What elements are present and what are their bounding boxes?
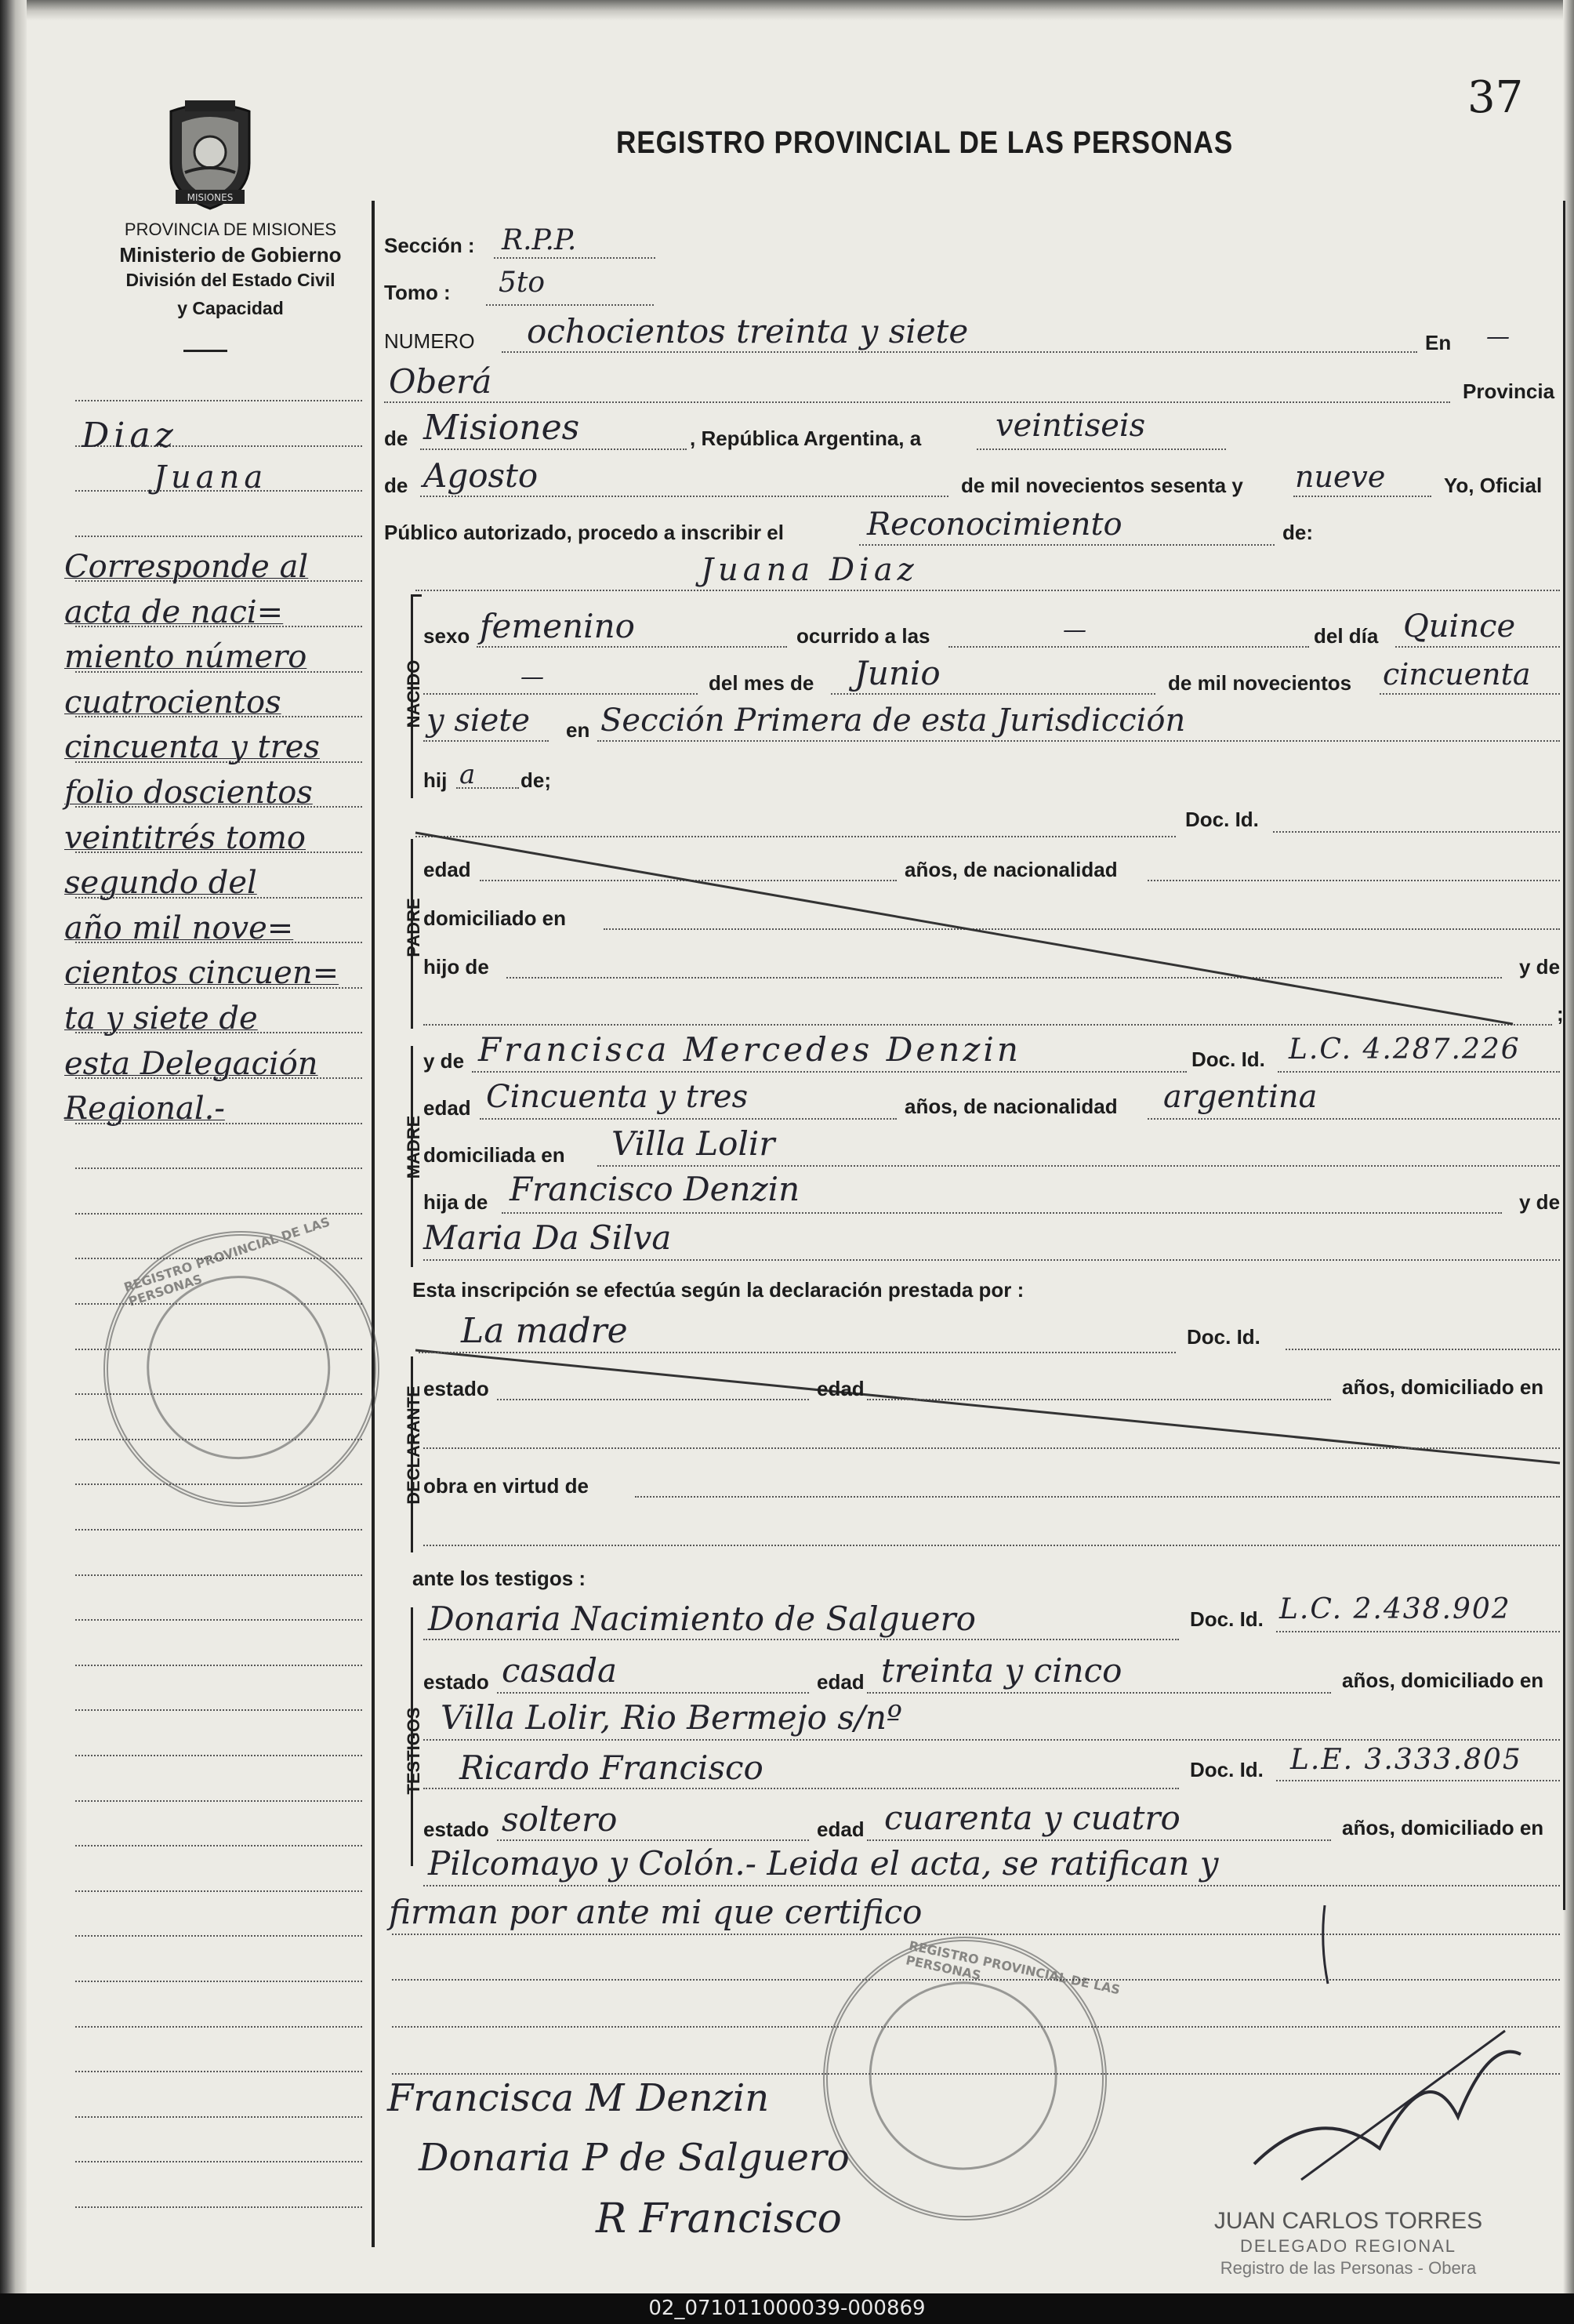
- label-doc-padre: Doc. Id.: [1185, 808, 1259, 831]
- line-edad-madre: [480, 1118, 897, 1120]
- line-madre-madre: [423, 1259, 1560, 1261]
- value-dia-nac: Quince: [1403, 608, 1516, 645]
- label-mil-novecientos: de mil novecientos: [1168, 671, 1352, 695]
- value-madre-nombre: Francisca Mercedes Denzin: [478, 1030, 1021, 1069]
- value-testigo2: Ricardo Francisco: [459, 1748, 763, 1787]
- value-estado-testigo1: casada: [502, 1651, 618, 1690]
- margin-note-line: segundo del: [64, 865, 257, 902]
- value-hora: —: [1063, 616, 1086, 644]
- page-title: REGISTRO PROVINCIAL DE LAS PERSONAS: [616, 125, 1234, 160]
- header-division: División del Estado Civil: [125, 270, 335, 290]
- label-hijo: hij: [423, 768, 448, 792]
- label-edad-padre: edad: [423, 858, 471, 881]
- value-madre-padre: Francisco Denzin: [510, 1170, 800, 1208]
- line-declarante: [419, 1352, 1176, 1353]
- line-domicilio-testigo1: [423, 1739, 1560, 1741]
- value-declarante: La madre: [461, 1311, 628, 1351]
- line-doc-testigo2: [1276, 1780, 1560, 1781]
- margin-note-line: año mil nove=: [64, 910, 294, 946]
- label-tomo: Tomo :: [384, 281, 451, 304]
- line-doc-madre: [1278, 1071, 1560, 1073]
- label-doc-testigo1: Doc. Id.: [1190, 1607, 1264, 1631]
- line-estado-declarante: [497, 1399, 809, 1400]
- side-label-nacido: NACIDO: [404, 659, 423, 728]
- officer-stamp-name: JUAN CARLOS TORRES: [1213, 2208, 1483, 2234]
- label-edad-declarante: edad: [817, 1377, 865, 1400]
- label-de: de: [384, 427, 408, 450]
- label-edad-testigo1: edad: [817, 1670, 865, 1694]
- label-mil-novecientos-sesenta: de mil novecientos sesenta y: [961, 474, 1243, 497]
- label-doc-madre: Doc. Id.: [1191, 1048, 1265, 1071]
- label-nacionalidad-madre: años, de nacionalidad: [905, 1095, 1118, 1118]
- label-de-4: de;: [520, 768, 551, 792]
- value-madre-madre: Maria Da Silva: [423, 1218, 672, 1257]
- value-lugar-nac: Sección Primera de esta Jurisdicción: [600, 703, 1186, 739]
- label-republica: , República Argentina, a: [690, 427, 922, 450]
- label-estado-declarante: estado: [423, 1377, 489, 1400]
- label-yo-oficial: Yo, Oficial: [1444, 474, 1543, 497]
- margin-note-line: acta de naci=: [64, 594, 284, 630]
- value-testigo1: Donaria Nacimiento de Salguero: [428, 1600, 976, 1638]
- value-doc-testigo2: L.E. 3.333.805: [1290, 1744, 1522, 1776]
- value-mes-nac: Junio: [854, 654, 941, 692]
- label-y-de-padre: y de: [1519, 955, 1561, 979]
- value-domicilio-madre: Villa Lolir: [611, 1124, 775, 1163]
- value-anio-nac-1: cincuenta: [1383, 657, 1531, 692]
- label-domiciliado-padre: domiciliado en: [423, 906, 567, 930]
- signature-testigo2: R Francisco: [596, 2195, 842, 2242]
- officer-stamp-title: DELEGADO REGIONAL: [1239, 2236, 1457, 2256]
- label-en-2: en: [566, 718, 590, 742]
- value-en: —: [1486, 323, 1510, 350]
- officer-mark: [1301, 1897, 1348, 1992]
- margin-note-line: ta y siete de: [64, 1000, 258, 1037]
- scan-id-footer: 02_071011000039-000869: [0, 2293, 1574, 2324]
- value-sexo: femenino: [480, 607, 635, 645]
- label-semicolon: ;: [1557, 1002, 1564, 1026]
- line-edad-testigo2: [867, 1839, 1331, 1841]
- label-edad-madre: edad: [423, 1096, 471, 1120]
- emblem-text: MISIONES: [187, 192, 234, 203]
- margin-note-line: Regional.-: [64, 1091, 225, 1128]
- margin-note-line: miento número: [64, 639, 307, 676]
- line-nacionalidad-madre: [1148, 1118, 1560, 1120]
- line-madre-nombre: [472, 1071, 1187, 1073]
- line-domicilio-declarante: [423, 1447, 1560, 1449]
- label-del-mes: del mes de: [709, 671, 814, 695]
- value-domicilio-testigo1: Villa Lolir, Rio Bermejo s/nº: [441, 1698, 902, 1737]
- label-obra: obra en virtud de: [423, 1474, 589, 1498]
- label-del-dia: del día: [1314, 624, 1379, 648]
- label-hijo-de: hijo de: [423, 955, 489, 979]
- margin-surname: Diaz: [82, 416, 178, 456]
- officer-signature: [1223, 2007, 1552, 2195]
- label-y-de-madre-2: y de: [1519, 1190, 1561, 1214]
- margin-note-line: cincuenta y tres: [64, 729, 320, 766]
- value-anio-nac-2: y siete: [426, 703, 531, 739]
- label-numero: NUMERO: [384, 329, 475, 353]
- label-edad-testigo2: edad: [817, 1817, 865, 1841]
- margin-seal-text: REGISTRO PROVINCIAL DE LAS PERSONAS: [121, 1214, 332, 1309]
- margin-note-line: esta Delegación: [64, 1045, 318, 1082]
- value-cierre-2: firman por ante mi que certifico: [389, 1893, 923, 1931]
- side-label-declarante: DECLARANTE: [404, 1385, 423, 1505]
- value-provincia: Misiones: [423, 408, 580, 448]
- label-doc-declarante: Doc. Id.: [1187, 1325, 1260, 1349]
- value-anio: nueve: [1295, 459, 1386, 494]
- signature-testigo1: Donaria P de Salguero: [419, 2136, 850, 2180]
- margin-note-line: cientos cincuen=: [64, 955, 339, 992]
- officer-stamp-registry: Registro de las Personas - Obera: [1220, 2258, 1477, 2278]
- line-doc-testigo1: [1276, 1631, 1560, 1632]
- label-domiciliado-declarante: años, domiciliado en: [1342, 1375, 1544, 1399]
- label-domiciliada: domiciliada en: [423, 1143, 565, 1167]
- line-testigo2: [423, 1788, 1179, 1789]
- margin-note-line: folio doscientos: [64, 775, 313, 811]
- value-hijo-vowel: a: [459, 759, 476, 790]
- page-number: 37: [1467, 72, 1524, 123]
- value-seccion: R.P.P.: [502, 224, 577, 256]
- value-acto: Reconocimiento: [867, 507, 1122, 543]
- side-label-madre: MADRE: [404, 1115, 423, 1179]
- line-edad-testigo1: [867, 1692, 1331, 1694]
- line-estado-testigo1: [497, 1692, 809, 1694]
- signature-madre: Francisca M Denzin: [387, 2076, 770, 2120]
- label-ocurrido: ocurrido a las: [796, 624, 930, 648]
- label-y-de-madre: y de: [423, 1049, 465, 1073]
- label-doc-testigo2: Doc. Id.: [1190, 1758, 1264, 1781]
- value-dia: veintiseis: [996, 408, 1146, 444]
- value-doc-testigo1: L.C. 2.438.902: [1279, 1593, 1511, 1625]
- value-tomo: 5to: [499, 267, 546, 299]
- line-cierre-2: [392, 1934, 1560, 1935]
- margin-name: Juana: [154, 459, 268, 496]
- header-province: PROVINCIA DE MISIONES: [124, 220, 337, 239]
- label-declaracion: Esta inscripción se efectúa según la declaración prestada por :: [412, 1278, 1025, 1302]
- value-estado-testigo2: soltero: [502, 1800, 618, 1839]
- value-numero: ochocientos treinta y siete: [527, 312, 969, 350]
- side-label-padre: PADRE: [404, 898, 423, 957]
- line-domicilio-madre: [597, 1165, 1560, 1167]
- bottom-seal-text: REGISTRO PROVINCIAL DE LAS PERSONAS: [904, 1937, 1122, 1998]
- label-publico: Público autorizado, procedo a inscribir el: [384, 521, 784, 544]
- value-mes: Agosto: [423, 456, 539, 495]
- label-estado-testigo2: estado: [423, 1817, 489, 1841]
- label-hija-de: hija de: [423, 1190, 488, 1214]
- label-nacionalidad-padre: años, de nacionalidad: [905, 858, 1118, 881]
- value-lugar: Oberá: [389, 362, 492, 401]
- line-obra: [635, 1496, 1560, 1498]
- label-estado-testigo1: estado: [423, 1670, 489, 1694]
- value-nombre: Juana Diaz: [701, 552, 919, 588]
- line-estado-testigo2: [497, 1839, 809, 1841]
- label-testigos: ante los testigos :: [412, 1567, 586, 1590]
- label-sexo: sexo: [423, 624, 470, 648]
- margin-note-line: cuatrocientos: [64, 684, 281, 721]
- value-doc-madre: L.C. 4.287.226: [1289, 1033, 1521, 1066]
- margin-note-line: Corresponde al: [64, 549, 309, 585]
- line-obra-2: [423, 1545, 1560, 1546]
- value-edad-testigo1: treinta y cinco: [881, 1651, 1122, 1690]
- value-dia-nac-2: —: [520, 663, 544, 691]
- margin-note-line: veintitrés tomo: [64, 819, 306, 856]
- label-seccion: Sección :: [384, 234, 475, 257]
- label-provincia: Provincia: [1463, 379, 1555, 403]
- line-doc-declarante: [1286, 1349, 1560, 1350]
- line-testigo1: [423, 1639, 1179, 1640]
- label-en: En: [1425, 331, 1452, 354]
- value-cierre-1: Pilcomayo y Colón.- Leida el acta, se ratifican y: [428, 1844, 1219, 1883]
- value-edad-testigo2: cuarenta y cuatro: [884, 1799, 1180, 1837]
- label-de-3: de:: [1282, 521, 1313, 544]
- line-hija-de: [502, 1212, 1502, 1214]
- label-domiciliado-testigo1: años, domiciliado en: [1342, 1669, 1544, 1692]
- label-de-2: de: [384, 474, 408, 497]
- value-edad-madre: Cincuenta y tres: [486, 1079, 749, 1115]
- header-ministry: Ministerio de Gobierno: [119, 243, 342, 267]
- header-capacidad: y Capacidad: [177, 298, 284, 318]
- line-edad-declarante: [867, 1399, 1331, 1400]
- value-nacionalidad-madre: argentina: [1163, 1079, 1318, 1115]
- line-cierre-1: [423, 1885, 1560, 1886]
- side-label-testigos: TESTIGOS: [404, 1707, 423, 1795]
- label-domiciliado-testigo2: años, domiciliado en: [1342, 1816, 1544, 1839]
